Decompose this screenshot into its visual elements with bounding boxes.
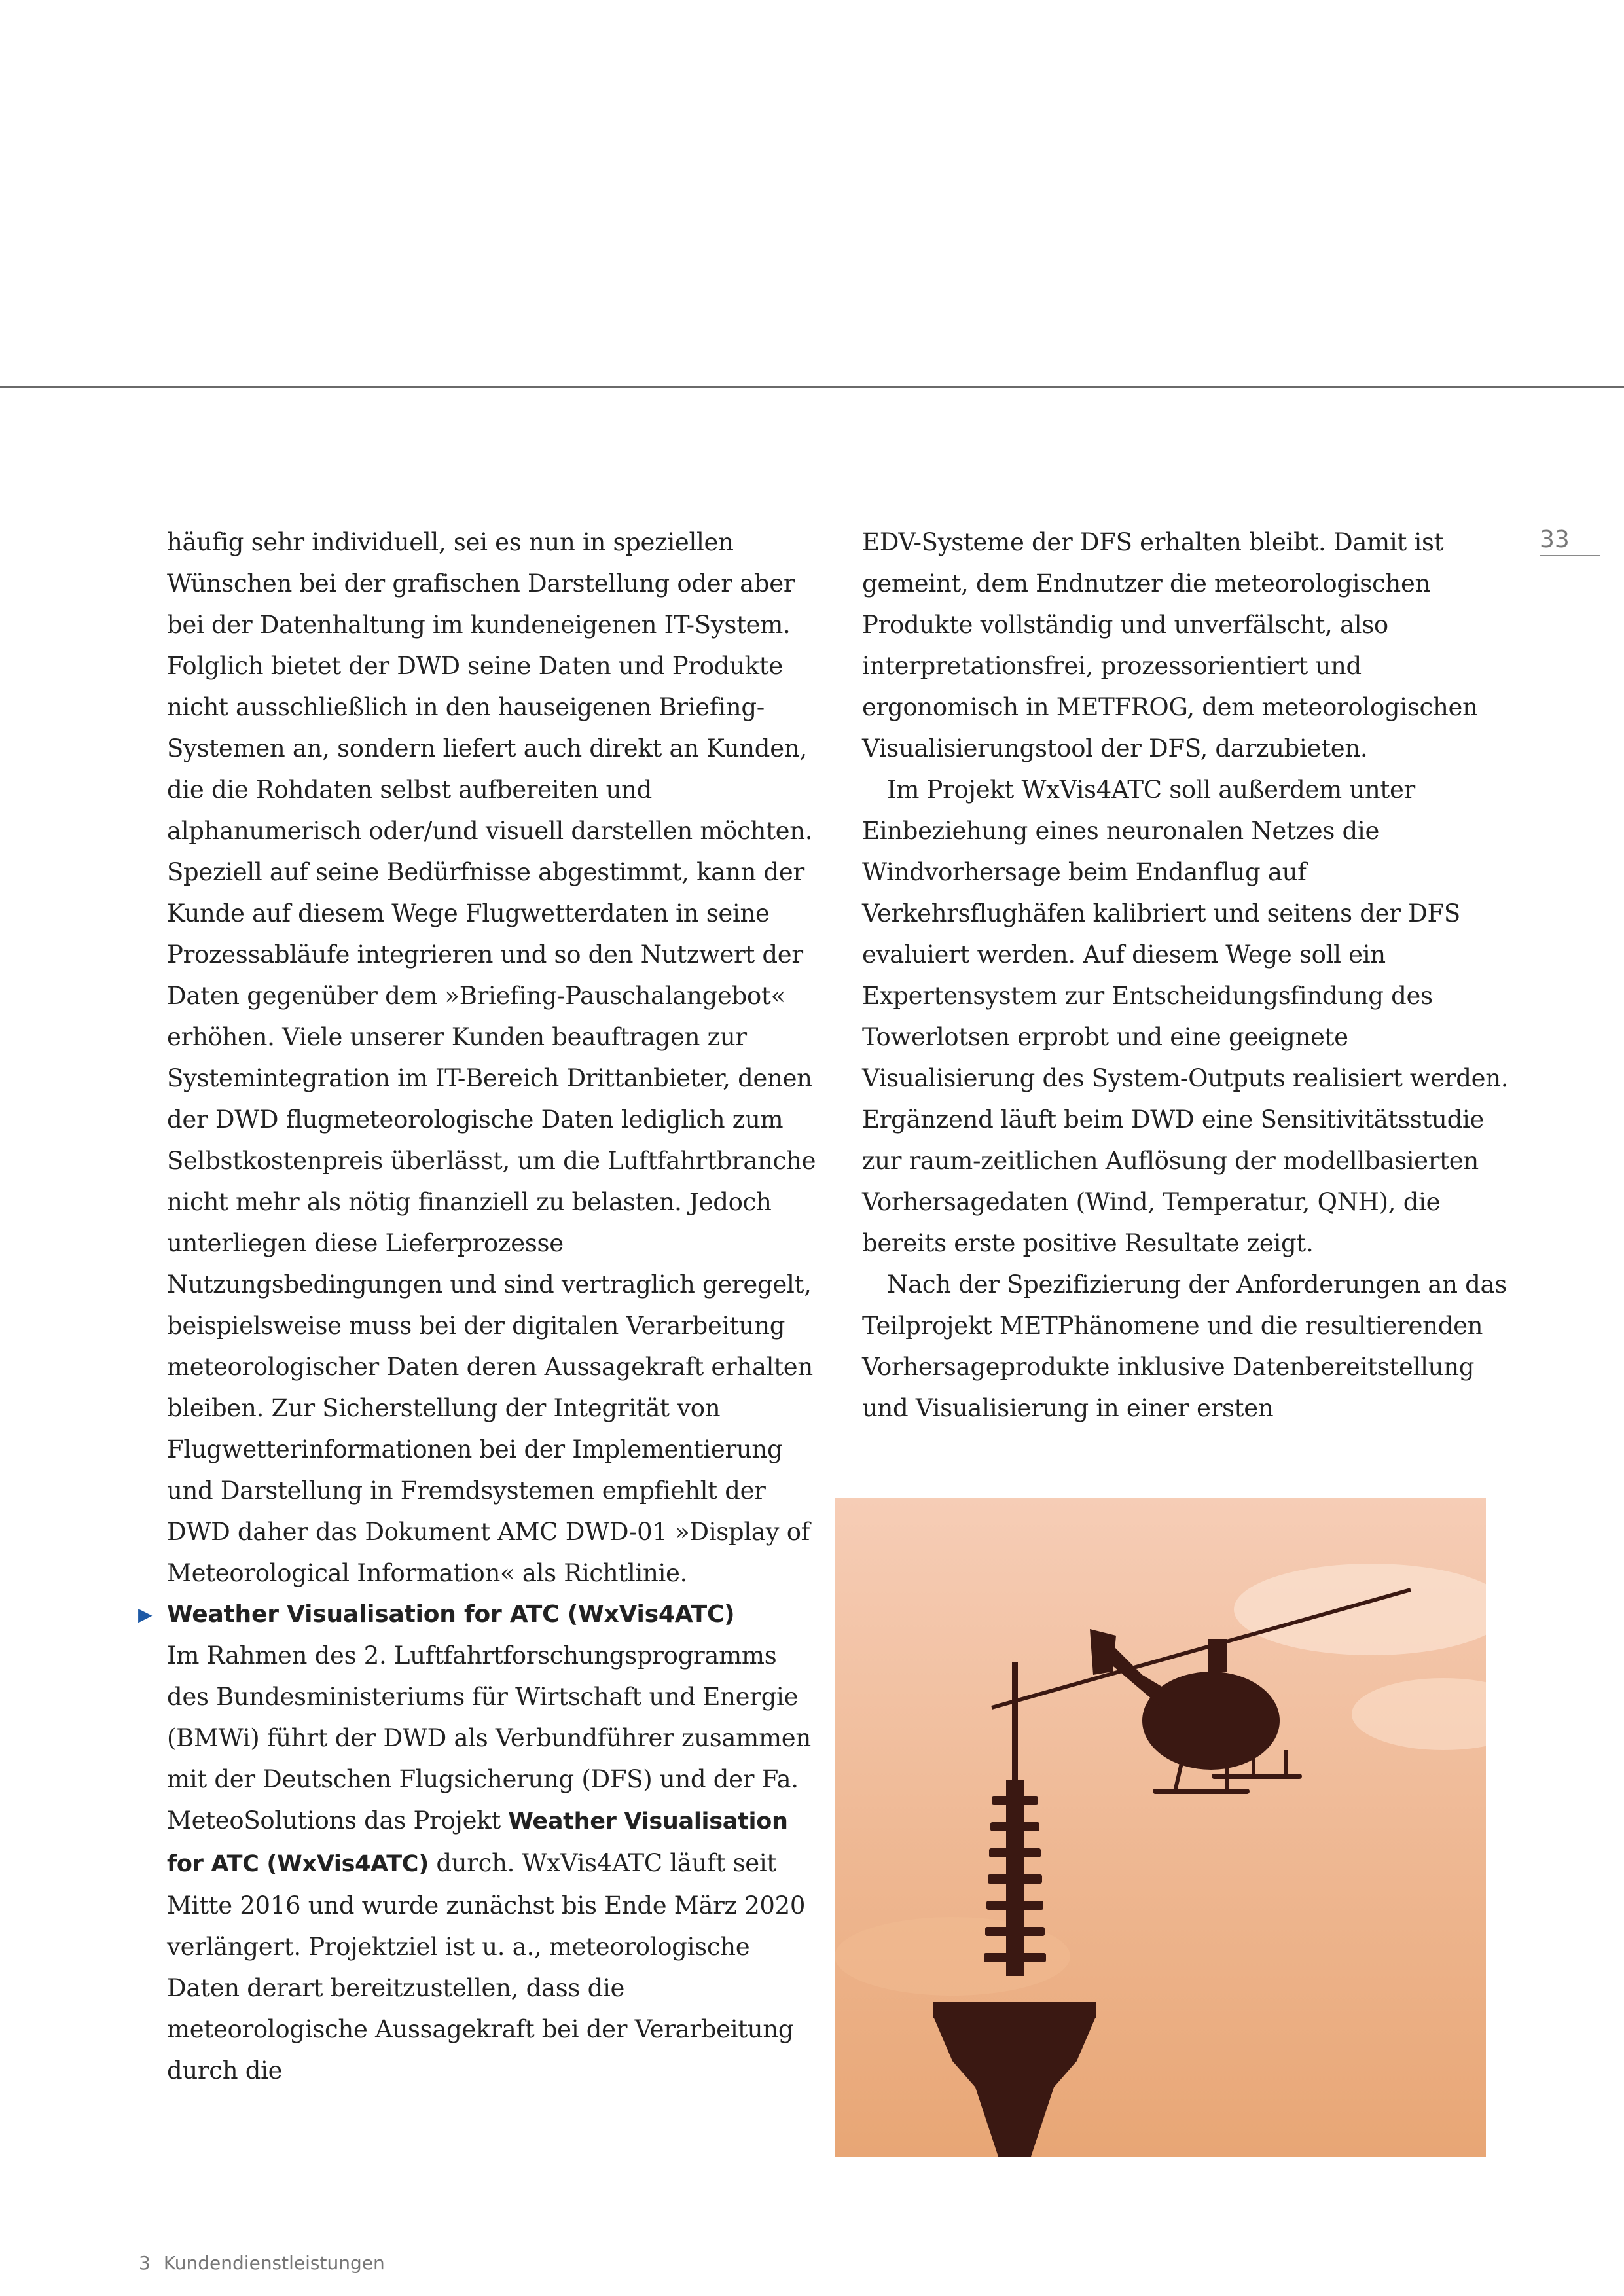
footer-chapter-title: Kundendienstleistungen bbox=[163, 2252, 385, 2274]
project-name-bold: Weather Visualisation for ATC (WxVis4ATC) bbox=[167, 1808, 788, 1877]
left-paragraph-2-end: durch. WxVis4ATC läuft seit Mitte 2016 und wurde zunächst bis Ende März 2020 verlängert. Projektziel ist u. a., meteorologische Daten derart bereitzustellen, dass die meteorologische Aussagekraft bei der Verarbeitung durch die bbox=[167, 1849, 806, 2085]
footer-chapter-number: 3 bbox=[139, 2252, 151, 2274]
right-paragraph-2: Im Projekt WxVis4ATC soll außerdem unter Einbeziehung eines neuronalen Netzes die Windvorhersage beim Endanflug auf Verkehrsflughäfen kalibriert und seitens der DFS evaluiert werden. Auf diesem Wege soll ein Expertensystem zur Entscheidungsfindung des Towerlotsen erprobt und eine geeignete Visualisierung des System-Outputs realisiert werden. Ergänzend läuft beim DWD eine Sensitivitätsstudie zur raum-zeitlichen Auflösung der modellbasierten Vorhersagedaten (Wind, Temperatur, QNH), die bereits erste positive Resultate zeigt. bbox=[862, 776, 1509, 1257]
header-rule bbox=[0, 386, 1624, 388]
right-column bbox=[862, 522, 1517, 1429]
helicopter-body bbox=[1142, 1672, 1280, 1770]
left-paragraph-2 bbox=[167, 1635, 821, 2091]
left-column bbox=[138, 522, 821, 2091]
page-number-underline bbox=[1540, 555, 1600, 556]
right-paragraph-1: EDV-Systeme der DFS erhalten bleibt. Damit ist gemeint, dem Endnutzer die meteorologischen Produkte vollständig und unverfälscht, also interpretationsfrei, prozessorientiert und ergonomisch in METFROG, dem meteorologischen Visualisierungstool der DFS, darzubieten. bbox=[862, 528, 1478, 762]
page-footer bbox=[139, 2252, 398, 2274]
helicopter-tower-photo bbox=[835, 1498, 1486, 2157]
helicopter-tailfin bbox=[1090, 1629, 1116, 1675]
right-paragraph-3: Nach der Spezifizierung der Anforderungen an das Teilprojekt METPhänomene und die resultierenden Vorhersageprodukte inklusive Datenbereitstellung und Visualisierung in einer ersten bbox=[862, 1270, 1507, 1422]
page-number: 33 bbox=[1540, 526, 1570, 553]
left-paragraph-1: häufig sehr individuell, sei es nun in speziellen Wünschen bei der grafischen Darstellung oder aber bei der Datenhaltung im kundeneigenen IT-System. Folglich bietet der DWD seine Daten und Produkte nicht ausschließlich in den hauseigenen Briefing-Systemen an, sondern liefert auch direkt an Kunden, die die Rohdaten selbst aufbereiten und alphanumerisch oder/und visuell darstellen möchten. Speziell auf seine Bedürfnisse abgestimmt, kann der Kunde auf diesem Wege Flugwetterdaten in seine Prozessabläufe integrieren und so den Nutzwert der Daten gegenüber dem »Briefing-Pauschalangebot« erhöhen. Viele unserer Kunden beauftragen zur Systemintegration im IT-Bereich Drittanbieter, denen der DWD flugmeteorologische Daten lediglich zum Selbstkostenpreis überlässt, um die Luftfahrtbranche nicht mehr als nötig finanziell zu belasten. Jedoch unterliegen diese Lieferprozesse Nutzungsbedingungen und sind vertraglich geregelt, beispielsweise muss bei der digitalen Verarbeitung meteorologischer Daten deren Aussagekraft erhalten bleiben. Zur Sicherstellung der Integrität von Flugwetterinformationen bei der Implementierung und Darstellung in Fremdsystemen empfiehlt der DWD daher das Dokument AMC DWD-01 »Display of Meteorological Information« als Richtlinie. bbox=[167, 528, 816, 1587]
tower-antenna bbox=[1012, 1662, 1018, 1786]
section-heading bbox=[138, 1594, 821, 1635]
left-paragraph-2-start: Im Rahmen des 2. Luftfahrtforschungsprogramms des Bundesministeriums für Wirtschaft und Energie (BMWi) führt der DWD als Verbundführer zusammen mit der Deutschen Flugsicherung (DFS) und der Fa. MeteoSolutions das Projekt bbox=[167, 1641, 811, 1835]
section-heading-text: Weather Visualisation for ATC (WxVis4ATC) bbox=[167, 1601, 735, 1628]
triangle-arrow-icon: ▶ bbox=[138, 1604, 153, 1625]
